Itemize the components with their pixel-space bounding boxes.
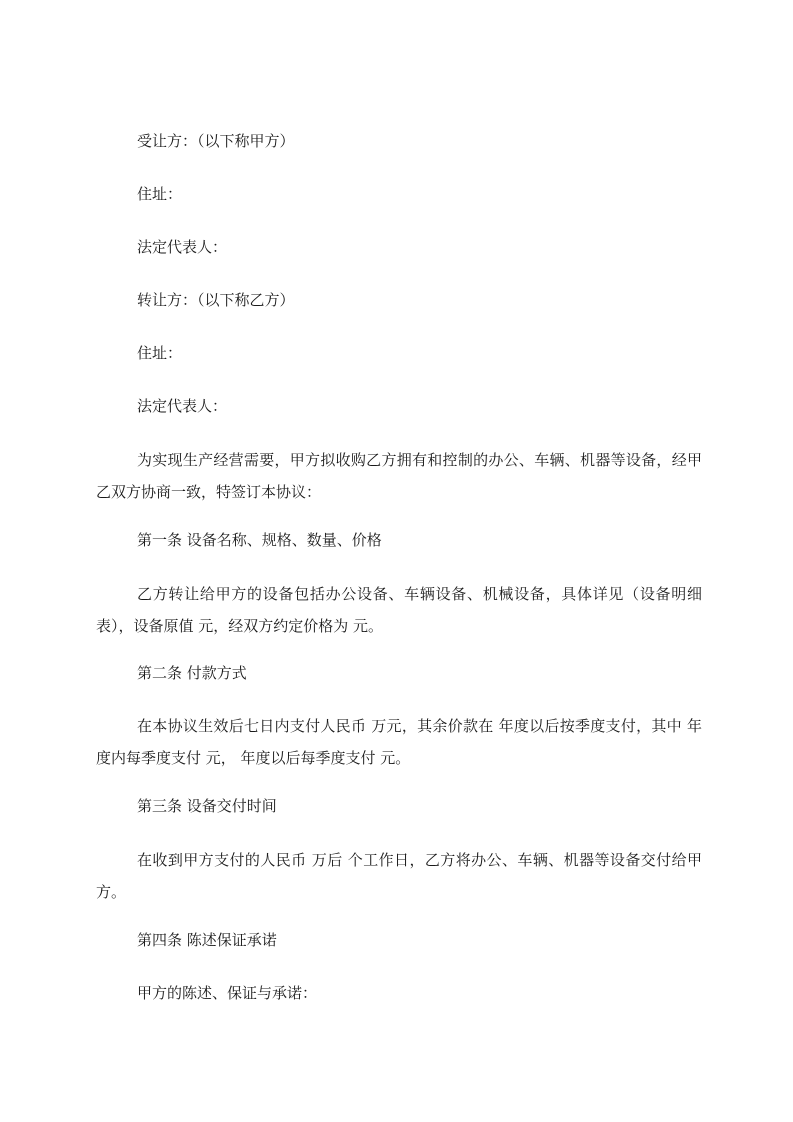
article-3-heading: 第三条 设备交付时间 — [137, 797, 277, 815]
article-2-heading: 第二条 付款方式 — [137, 664, 247, 682]
transferor-line: 转让方：（以下称乙方） — [137, 291, 295, 309]
transferee-line: 受让方：（以下称甲方） — [137, 132, 295, 150]
article-1-body: 乙方转让给甲方的设备包括办公设备、车辆设备、机械设备，具体详见（设备明细表），设备原值 元，经双方约定价格为 元。 — [96, 585, 702, 635]
transferor-address-line: 住址： — [137, 344, 183, 362]
transferee-legal-rep-line: 法定代表人： — [137, 238, 228, 256]
article-3-body: 在收到甲方支付的人民币 万后 个工作日，乙方将办公、车辆、机器等设备交付给甲方。 — [96, 851, 702, 901]
preamble-paragraph: 为实现生产经营需要，甲方拟收购乙方拥有和控制的办公、车辆、机器等设备，经甲乙双方协商一致，特签订本协议： — [96, 451, 702, 501]
article-4-subheading: 甲方的陈述、保证与承诺： — [137, 984, 318, 1002]
article-4-heading: 第四条 陈述保证承诺 — [137, 931, 277, 949]
transferor-legal-rep-line: 法定代表人： — [137, 397, 228, 415]
article-2-body: 在本协议生效后七日内支付人民币 万元，其余价款在 年度以后按季度支付，其中 年度内每季度支付 元， 年度以后每季度支付 元。 — [96, 717, 702, 767]
article-1-heading: 第一条 设备名称、规格、数量、价格 — [137, 531, 382, 549]
transferee-address-line: 住址： — [137, 185, 183, 203]
